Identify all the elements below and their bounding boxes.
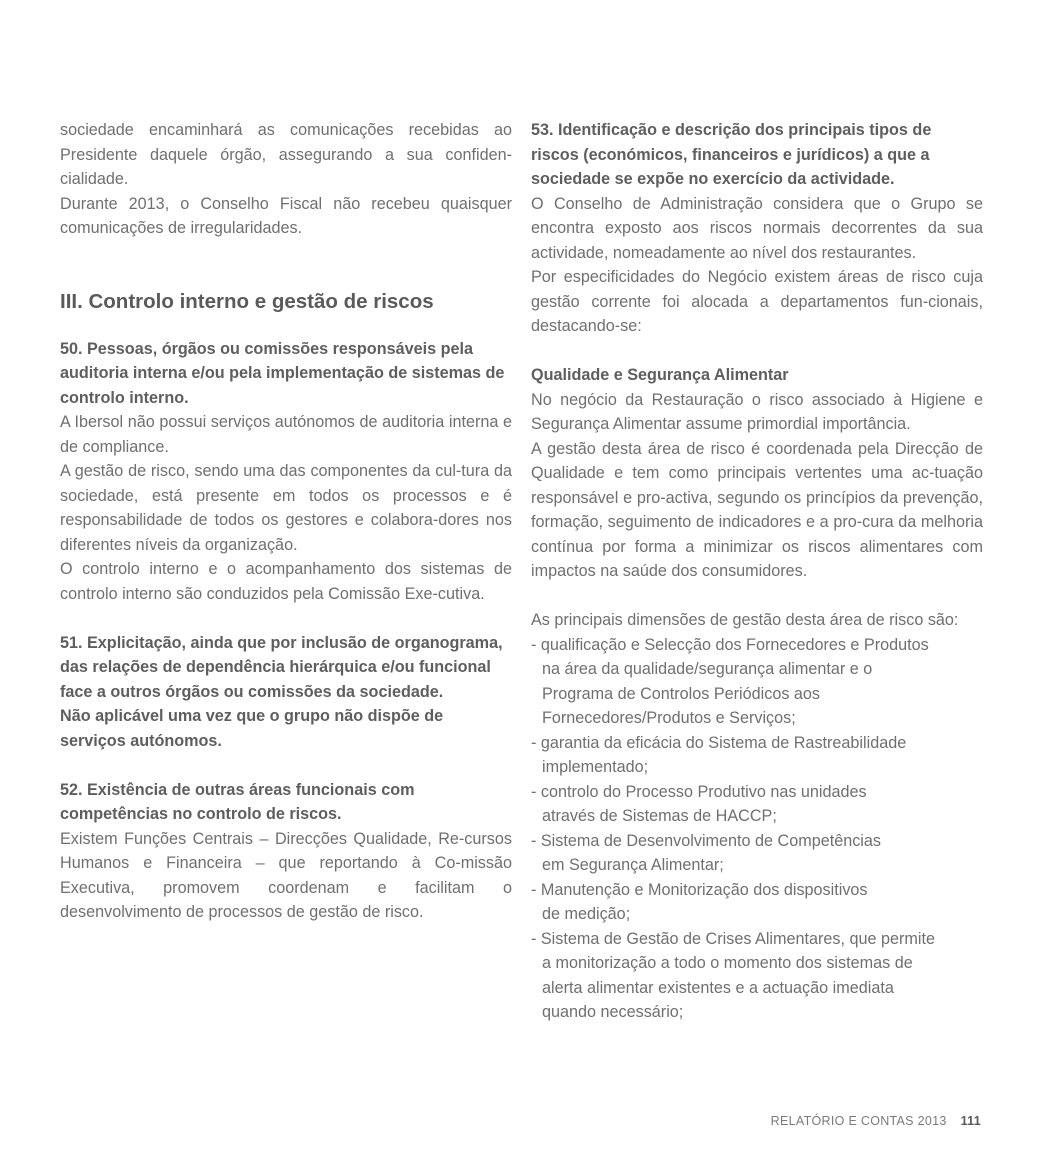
paragraph-50-3: O controlo interno e o acompanhamento dos sistemas de controlo interno são conduzidos pela Comissão Exe-cutiva. [60, 560, 512, 603]
paragraph-50-2: A gestão de risco, sendo uma das componentes da cul-tura da sociedade, está presente em todos os processos e é responsabilidade de todos os gestores e colabora-dores nos diferentes níveis da organização. [60, 462, 512, 554]
list-item: - Sistema de Gestão de Crises Alimentares, que permite a monitorização a todo o momento dos sistemas de alerta alimentar existentes e a actuação imediata quando necessário; [531, 929, 935, 1021]
heading-51: 51. Explicitação, ainda que por inclusão de organograma, das relações de dependência hierárquica e/ou funcional face a outros órgãos ou comissões da sociedade. [60, 633, 503, 701]
report-title: RELATÓRIO E CONTAS 2013 [770, 1114, 947, 1128]
page-footer [771, 1114, 981, 1128]
intro-paragraph-1: sociedade encaminhará as comunicações recebidas ao Presidente daquele órgão, assegurando a sua confiden-cialidade. [60, 121, 512, 188]
paragraph-qualidade-2: A gestão desta área de risco é coordenada pela Direcção de Qualidade e tem como principais vertentes uma ac-tuação responsável e pro-activa, segundo os princípios da prevenção, formação, seguimento de indicadores e a pro-cura da melhoria contínua por forma a minimizar os riscos alimentares com impactos na saúde dos consumidores. [531, 439, 983, 580]
heading-50: 50. Pessoas, órgãos ou comissões responsáveis pela auditoria interna e/ou pela implementação de sistemas de controlo interno. [60, 339, 505, 407]
page-number: 111 [960, 1114, 981, 1128]
dimensions-list [531, 633, 983, 1025]
list-item: - qualificação e Selecção dos Fornecedores e Produtos na área da qualidade/segurança alimentar e o Programa de Controlos Periódicos aos Fornecedores/Produtos e Serviços; [531, 635, 929, 727]
heading-53: 53. Identificação e descrição dos principais tipos de riscos (económicos, financeiros e jurídicos) a que a sociedade se expõe no exercício da actividade. [531, 121, 932, 188]
heading-qualidade: Qualidade e Segurança Alimentar [531, 366, 789, 384]
answer-51: Não aplicável uma vez que o grupo não dispõe de serviços autónomos. [60, 707, 444, 750]
section-title: III. Controlo interno e gestão de riscos [60, 289, 434, 313]
dimensions-intro: As principais dimensões de gestão desta área de risco são: [531, 611, 959, 629]
list-item: - Manutenção e Monitorização dos dispositivos de medição; [531, 880, 868, 923]
left-column [60, 118, 512, 925]
right-column [531, 118, 983, 1025]
paragraph-qualidade-1: No negócio da Restauração o risco associado à Higiene e Segurança Alimentar assume primordial importância. [531, 390, 983, 433]
paragraph-50-1: A Ibersol não possui serviços autónomos de auditoria interna e de compliance. [60, 413, 512, 456]
paragraph-53-1: O Conselho de Administração considera que o Grupo se encontra exposto aos riscos normais decorrentes da sua actividade, nomeadamente ao nível dos restaurantes. [531, 194, 983, 262]
paragraph-52-1: Existem Funções Centrais – Direcções Qualidade, Re-cursos Humanos e Financeira – que reportando à Co-missão Executiva, promovem coordenam e facilitam o desenvolvimento de processos de gestão de risco. [60, 829, 512, 921]
paragraph-53-2: Por especificidades do Negócio existem áreas de risco cuja gestão corrente foi alocada a departamentos fun-cionais, destacando-se: [531, 268, 983, 335]
list-item: - Sistema de Desenvolvimento de Competências em Segurança Alimentar; [531, 831, 881, 874]
intro-paragraph-2: Durante 2013, o Conselho Fiscal não recebeu quaisquer comunicações de irregularidades. [60, 194, 512, 237]
list-item: - garantia da eficácia do Sistema de Rastreabilidade implementado; [531, 733, 907, 776]
heading-52: 52. Existência de outras áreas funcionais com competências no controlo de riscos. [60, 780, 415, 823]
list-item: - controlo do Processo Produtivo nas unidades através de Sistemas de HACCP; [531, 782, 867, 825]
